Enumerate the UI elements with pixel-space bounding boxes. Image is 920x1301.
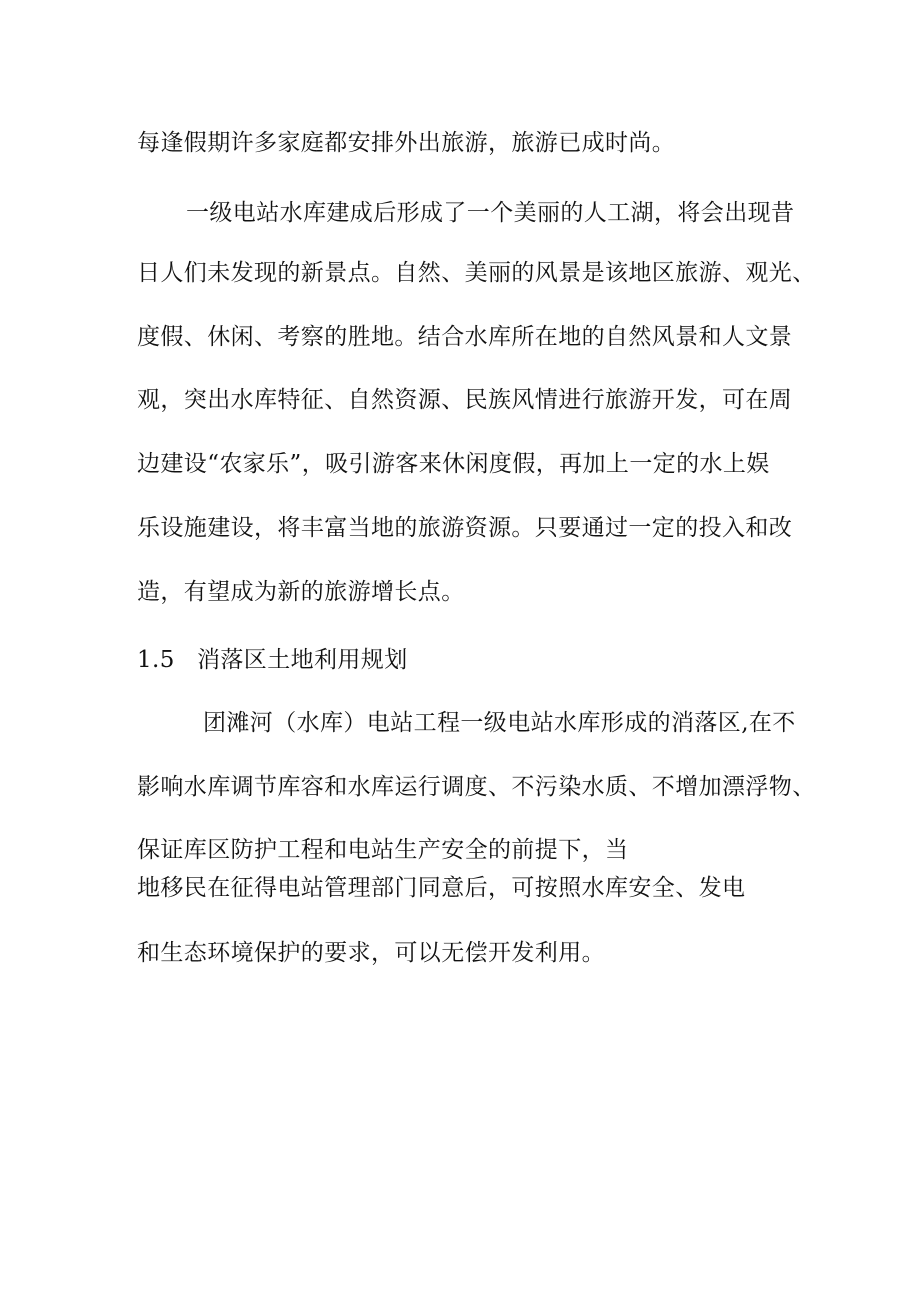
paragraph-line: 保证库区防护工程和电站生产安全的前提下，当: [137, 837, 629, 863]
paragraph-line: 地移民在征得电站管理部门同意后，可按照水库安全、发电: [137, 875, 746, 901]
paragraph-line: 边建设“农家乐”，吸引游客来休闲度假，再加上一定的水上娱: [137, 451, 770, 477]
paragraph-line: 每逢假期许多家庭都安排外出旅游，旅游已成时尚。: [137, 130, 676, 156]
paragraph-line: 乐设施建设，将丰富当地的旅游资源。只要通过一定的投入和改: [137, 515, 793, 541]
paragraph-line: 团滩河（水库）电站工程一级电站水库形成的消落区,在不: [203, 710, 796, 736]
paragraph-line: 日人们未发现的新景点。自然、美丽的风景是该地区旅游、观光、: [137, 260, 816, 286]
section-heading: [137, 645, 408, 675]
paragraph-line: 造，有望成为新的旅游增长点。: [137, 579, 465, 605]
paragraph-line: 和生态环境保护的要求，可以无偿开发利用。: [137, 940, 605, 966]
paragraph-line: 影响水库调节库容和水库运行调度、不污染水质、不增加漂浮物、: [137, 774, 816, 800]
section-title: 消落区土地利用规划: [197, 647, 408, 673]
paragraph-line: 观，突出水库特征、自然资源、民族风情进行旅游开发，可在周: [137, 387, 793, 413]
paragraph-line: 度假、休闲、考察的胜地。结合水库所在地的自然风景和人文景: [137, 324, 793, 350]
section-number: 1.5: [137, 647, 175, 673]
paragraph-line: 一级电站水库建成后形成了一个美丽的人工湖，将会出现昔: [186, 200, 795, 226]
